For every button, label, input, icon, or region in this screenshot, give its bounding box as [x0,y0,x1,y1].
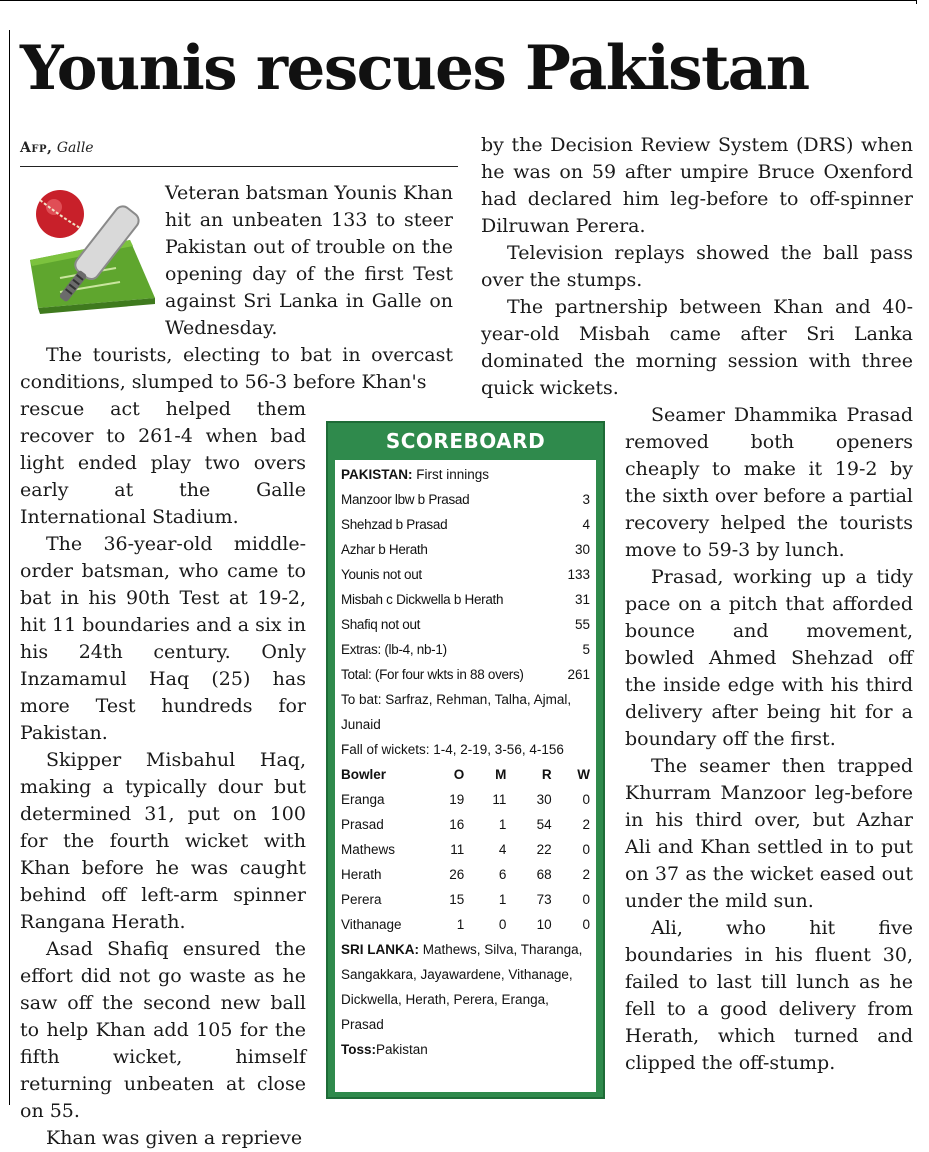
batsman-runs: 5 [582,642,590,657]
column-1-lead [165,180,453,342]
bowling-header: M [495,767,507,782]
paragraph-6: Khan was given a reprieve [46,1127,303,1149]
batting-row [341,662,590,687]
batsman-runs: 4 [582,517,590,532]
bowling-cell-name: Mathews [341,842,396,857]
bowling-cell-r: 68 [536,867,552,882]
toss [341,1037,590,1062]
batting-row [341,487,590,512]
innings-label: First innings [416,467,490,482]
bowling-header: R [541,767,552,782]
scoreboard-box [326,421,605,1099]
batsman-runs: 133 [567,567,590,582]
batsman-runs: 261 [567,667,590,682]
column-3 [625,402,913,1077]
batsman-runs: 3 [582,492,590,507]
paragraph-2: The tourists, electing to bat in overcast conditions, slumped to 56-3 before Khan's [20,344,453,393]
sri-lanka-squad [341,937,590,1037]
col3-paragraph-2: Prasad, working up a tidy pace on a pitch that afforded bounce and movement, bowled Ahmed Shehzad off the inside edge with his third delivery after being hit for a boundary off the first. [625,566,913,750]
paragraph-lead: Veteran batsman Younis Khan hit an unbeaten 133 to steer Pakistan out of trouble on the opening day of the first Test against Sri Lanka in Galle on Wednesday. [165,182,453,339]
bowling-cell-w: 0 [582,917,590,932]
bowling-cell-w: 0 [582,892,590,907]
bowling-row [341,887,590,912]
cricket-bat-ball-icon [20,180,160,318]
bowling-cell-m: 1 [498,892,507,907]
bowling-row [341,862,590,887]
bowling-cell-w: 2 [582,817,590,832]
left-column-rule [9,30,10,1105]
bowling-cell-name: Eranga [341,792,385,807]
batsman-name: Shafiq not out [341,617,421,632]
bowling-cell-name: Herath [341,867,382,882]
batting-row [341,562,590,587]
corner-rule [916,0,917,4]
batsman-name: Younis not out [341,567,422,582]
scoreboard-content [335,460,596,1092]
bowling-cell-name: Vithanage [341,917,402,932]
bowling-cell-o: 19 [449,792,465,807]
column-1-upper [20,342,453,396]
byline-agency: Afp, [20,140,53,156]
bowling-cell-r: 54 [536,817,552,832]
bowling-cell-o: 26 [449,867,465,882]
batsman-name: Total: (For four wkts in 88 overs) [341,667,524,682]
bowling-cell-m: 1 [498,817,507,832]
innings-team: PAKISTAN: [341,467,413,482]
paragraph-3: The 36-year-old middle-order batsman, who came to bat in his 90th Test at 19-2, hit 11 boundaries and a six in his 24th century. Only Inzamamul Haq (25) has more Test hundreds for Pakistan. [20,533,306,744]
sri-lanka-label: SRI LANKA: [341,942,419,957]
bowling-cell-o: 15 [449,892,465,907]
batsman-name: Extras: (lb-4, nb-1) [341,642,447,657]
bowling-cell-r: 22 [536,842,552,857]
byline [20,140,94,156]
batting-row [341,512,590,537]
bowling-header: Bowler [341,767,387,782]
paragraph-4: Skipper Misbahul Haq, making a typically dour but determined 31, put on 100 for the fourth wicket with Khan before he was caught behind off left-arm spinner Rangana Herath. [20,749,306,933]
bowling-cell-r: 30 [536,792,552,807]
batting-row [341,612,590,637]
bowling-rows [341,787,590,937]
bowling-cell-r: 73 [536,892,552,907]
batsman-name: Azhar b Herath [341,542,428,557]
col3-paragraph-4: Ali, who hit five boundaries in his fluent 30, failed to last till lunch as he fell to a good delivery from Herath, which turned and clipped the off-stump. [625,917,913,1074]
batsman-runs: 30 [574,542,590,557]
paragraph-5: Asad Shafiq ensured the effort did not go waste as he saw off the second new ball to help Khan add 105 for the fifth wicket, himself returning unbeaten at close on 55. [20,938,306,1122]
bowling-row [341,912,590,937]
bowling-cell-w: 0 [582,842,590,857]
bowling-cell-r: 10 [536,917,552,932]
batting-row [341,587,590,612]
byline-rule [20,166,458,167]
column-1-lower [20,396,306,1152]
col2-paragraph-2: Television replays showed the ball pass over the stumps. [481,242,913,291]
innings-heading [341,462,590,487]
bowling-cell-o: 11 [450,842,465,857]
bowling-cell-m: 6 [498,867,507,882]
bowling-table [341,762,590,937]
to-bat: To bat: Sarfraz, Rehman, Talha, Ajmal, Junaid [341,692,572,732]
headline: Younis rescues Pakistan [20,33,809,104]
bowling-cell-w: 2 [582,867,590,882]
top-rule [0,0,916,1]
batsman-runs: 55 [574,617,590,632]
bowling-cell-m: 4 [498,842,507,857]
bowling-cell-name: Perera [341,892,382,907]
bowling-header-row [341,762,590,787]
bowling-cell-w: 0 [582,792,590,807]
batsman-name: Misbah c Dickwella b Herath [341,592,504,607]
bowling-cell-o: 1 [456,917,465,932]
batting-row [341,637,590,662]
bowling-cell-o: 16 [449,817,465,832]
bowling-header: O [453,767,465,782]
col3-paragraph-3: The seamer then trapped Khurram Manzoor leg-before in his third over, but Azhar Ali and Khan settled in to put on 37 as the wicket eased out under the mild sun. [625,755,913,912]
bowling-row [341,812,590,837]
batsman-name: Shehzad b Prasad [341,517,448,532]
sri-lanka-players: Mathews, Silva, Tharanga, Sangakkara, Jayawardene, Vithanage, Dickwella, Herath, Perera, Eranga, Prasad [341,942,583,1032]
bowling-row [341,787,590,812]
toss-label: Toss: [341,1042,377,1057]
bowling-cell-name: Prasad [341,817,384,832]
paragraph-2-cont: rescue act helped them recover to 261-4 when bad light ended play two overs early at the Galle International Stadium. [20,398,306,528]
bowling-header: W [577,767,590,782]
bowling-cell-m: 11 [492,792,507,807]
batsman-name: Manzoor lbw b Prasad [341,492,470,507]
col2-paragraph-3: The partnership between Khan and 40-year-old Misbah came after Sri Lanka dominated the morning session with three quick wickets. [481,296,913,399]
scoreboard-title: SCOREBOARD [385,429,546,453]
batting-list [341,487,590,687]
bowling-row [341,837,590,862]
bowling-cell-m: 0 [498,917,507,932]
toss-value: Pakistan [376,1042,428,1057]
col3-paragraph-1: Seamer Dhammika Prasad removed both openers cheaply to make it 19-2 by the sixth over before a partial recovery helped the tourists move to 59-3 by lunch. [625,404,913,561]
column-2 [481,132,913,402]
byline-place: Galle [56,140,94,156]
fall-of-wickets: Fall of wickets: 1-4, 2-19, 3-56, 4-156 [341,742,564,757]
batsman-runs: 31 [574,592,590,607]
col2-paragraph-1: by the Decision Review System (DRS) when he was on 59 after umpire Bruce Oxenford had declared him leg-before to off-spinner Dilruwan Perera. [481,134,913,237]
batting-row [341,537,590,562]
